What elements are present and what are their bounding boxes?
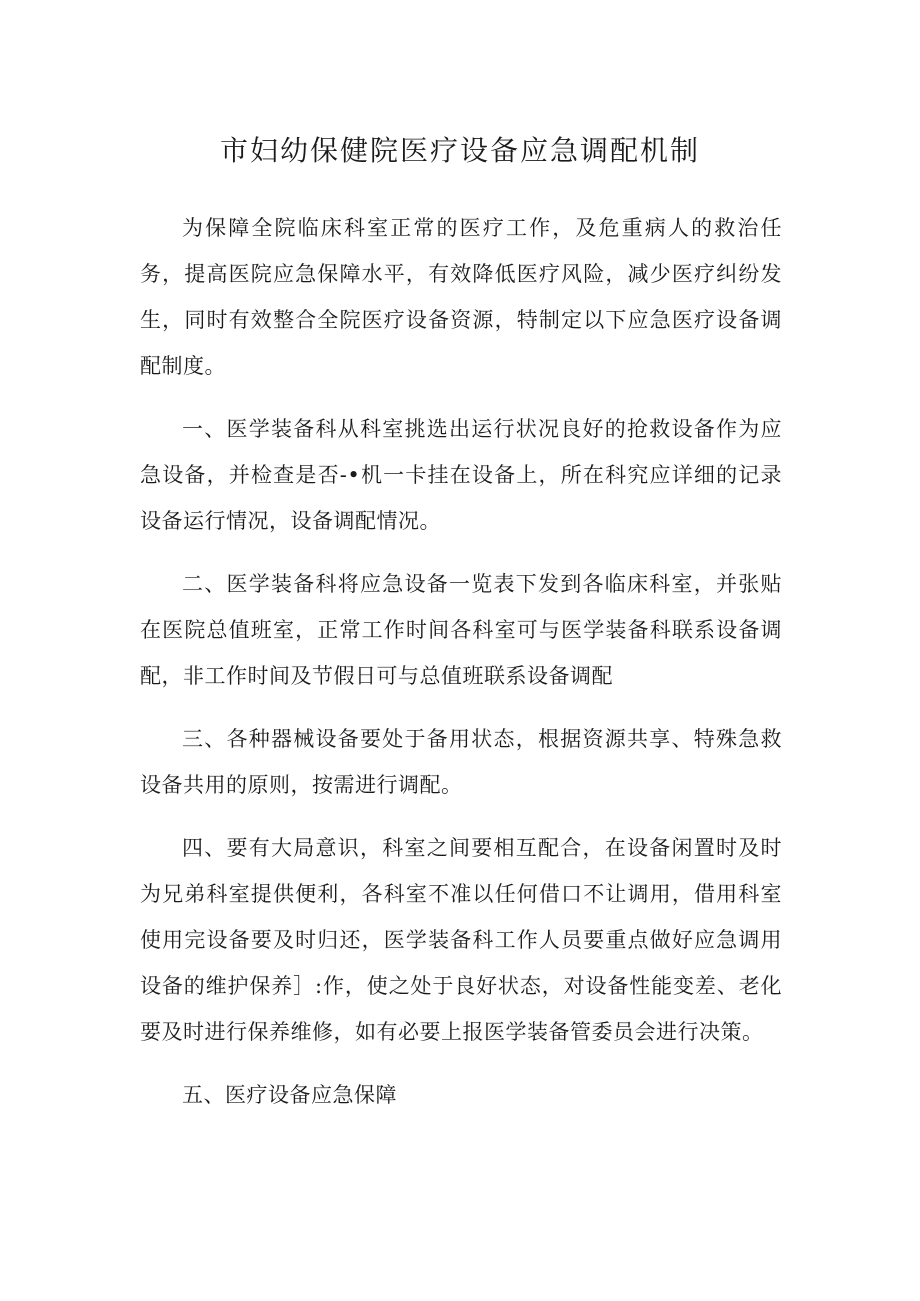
- document-title: 市妇幼保健院医疗设备应急调配机制: [219, 133, 700, 167]
- paragraph-item-4: 四、要有大局意识，科室之间要相互配合，在设备闲置时及时为兄弟科室提供便利，各科室不准以任何借口不让调用，借用科室使用完设备要及时归还，医学装备科工作人员要重点做好应急调用设备的维护保养］:作，使之处于良好状态，对设备性能变差、老化要及时进行保养维修，如有必要上报医学装备管委员会进行决策。: [140, 836, 782, 1044]
- paragraph-intro: 为保障全院临床科室正常的医疗工作，及危重病人的救治任务，提高医院应急保障水平，有效降低医疗风险，减少医疗纠纷发生，同时有效整合全院医疗设备资源，特制定以下应急医疗设备调配制度。: [140, 216, 782, 378]
- document-body: [140, 205, 782, 1135]
- paragraph-item-3: 三、各种器械设备要处于备用状态，根据资源共享、特殊急救设备共用的原则，按需进行调配。: [140, 727, 782, 797]
- paragraph-item-1: 一、医学装备科从科室挑选出运行状况良好的抢救设备作为应急设备，并检查是否-•机一卡挂在设备上，所在科究应详细的记录设备运行情况，设备调配情况。: [140, 417, 782, 533]
- paragraph-item-5: 五、医疗设备应急保障: [182, 1083, 397, 1107]
- paragraph-item-2: 二、医学装备科将应急设备一览表下发到各临床科室，并张贴在医院总值班室，正常工作时间各科室可与医学装备科联系设备调配，非工作时间及节假日可与总值班联系设备调配: [140, 572, 782, 688]
